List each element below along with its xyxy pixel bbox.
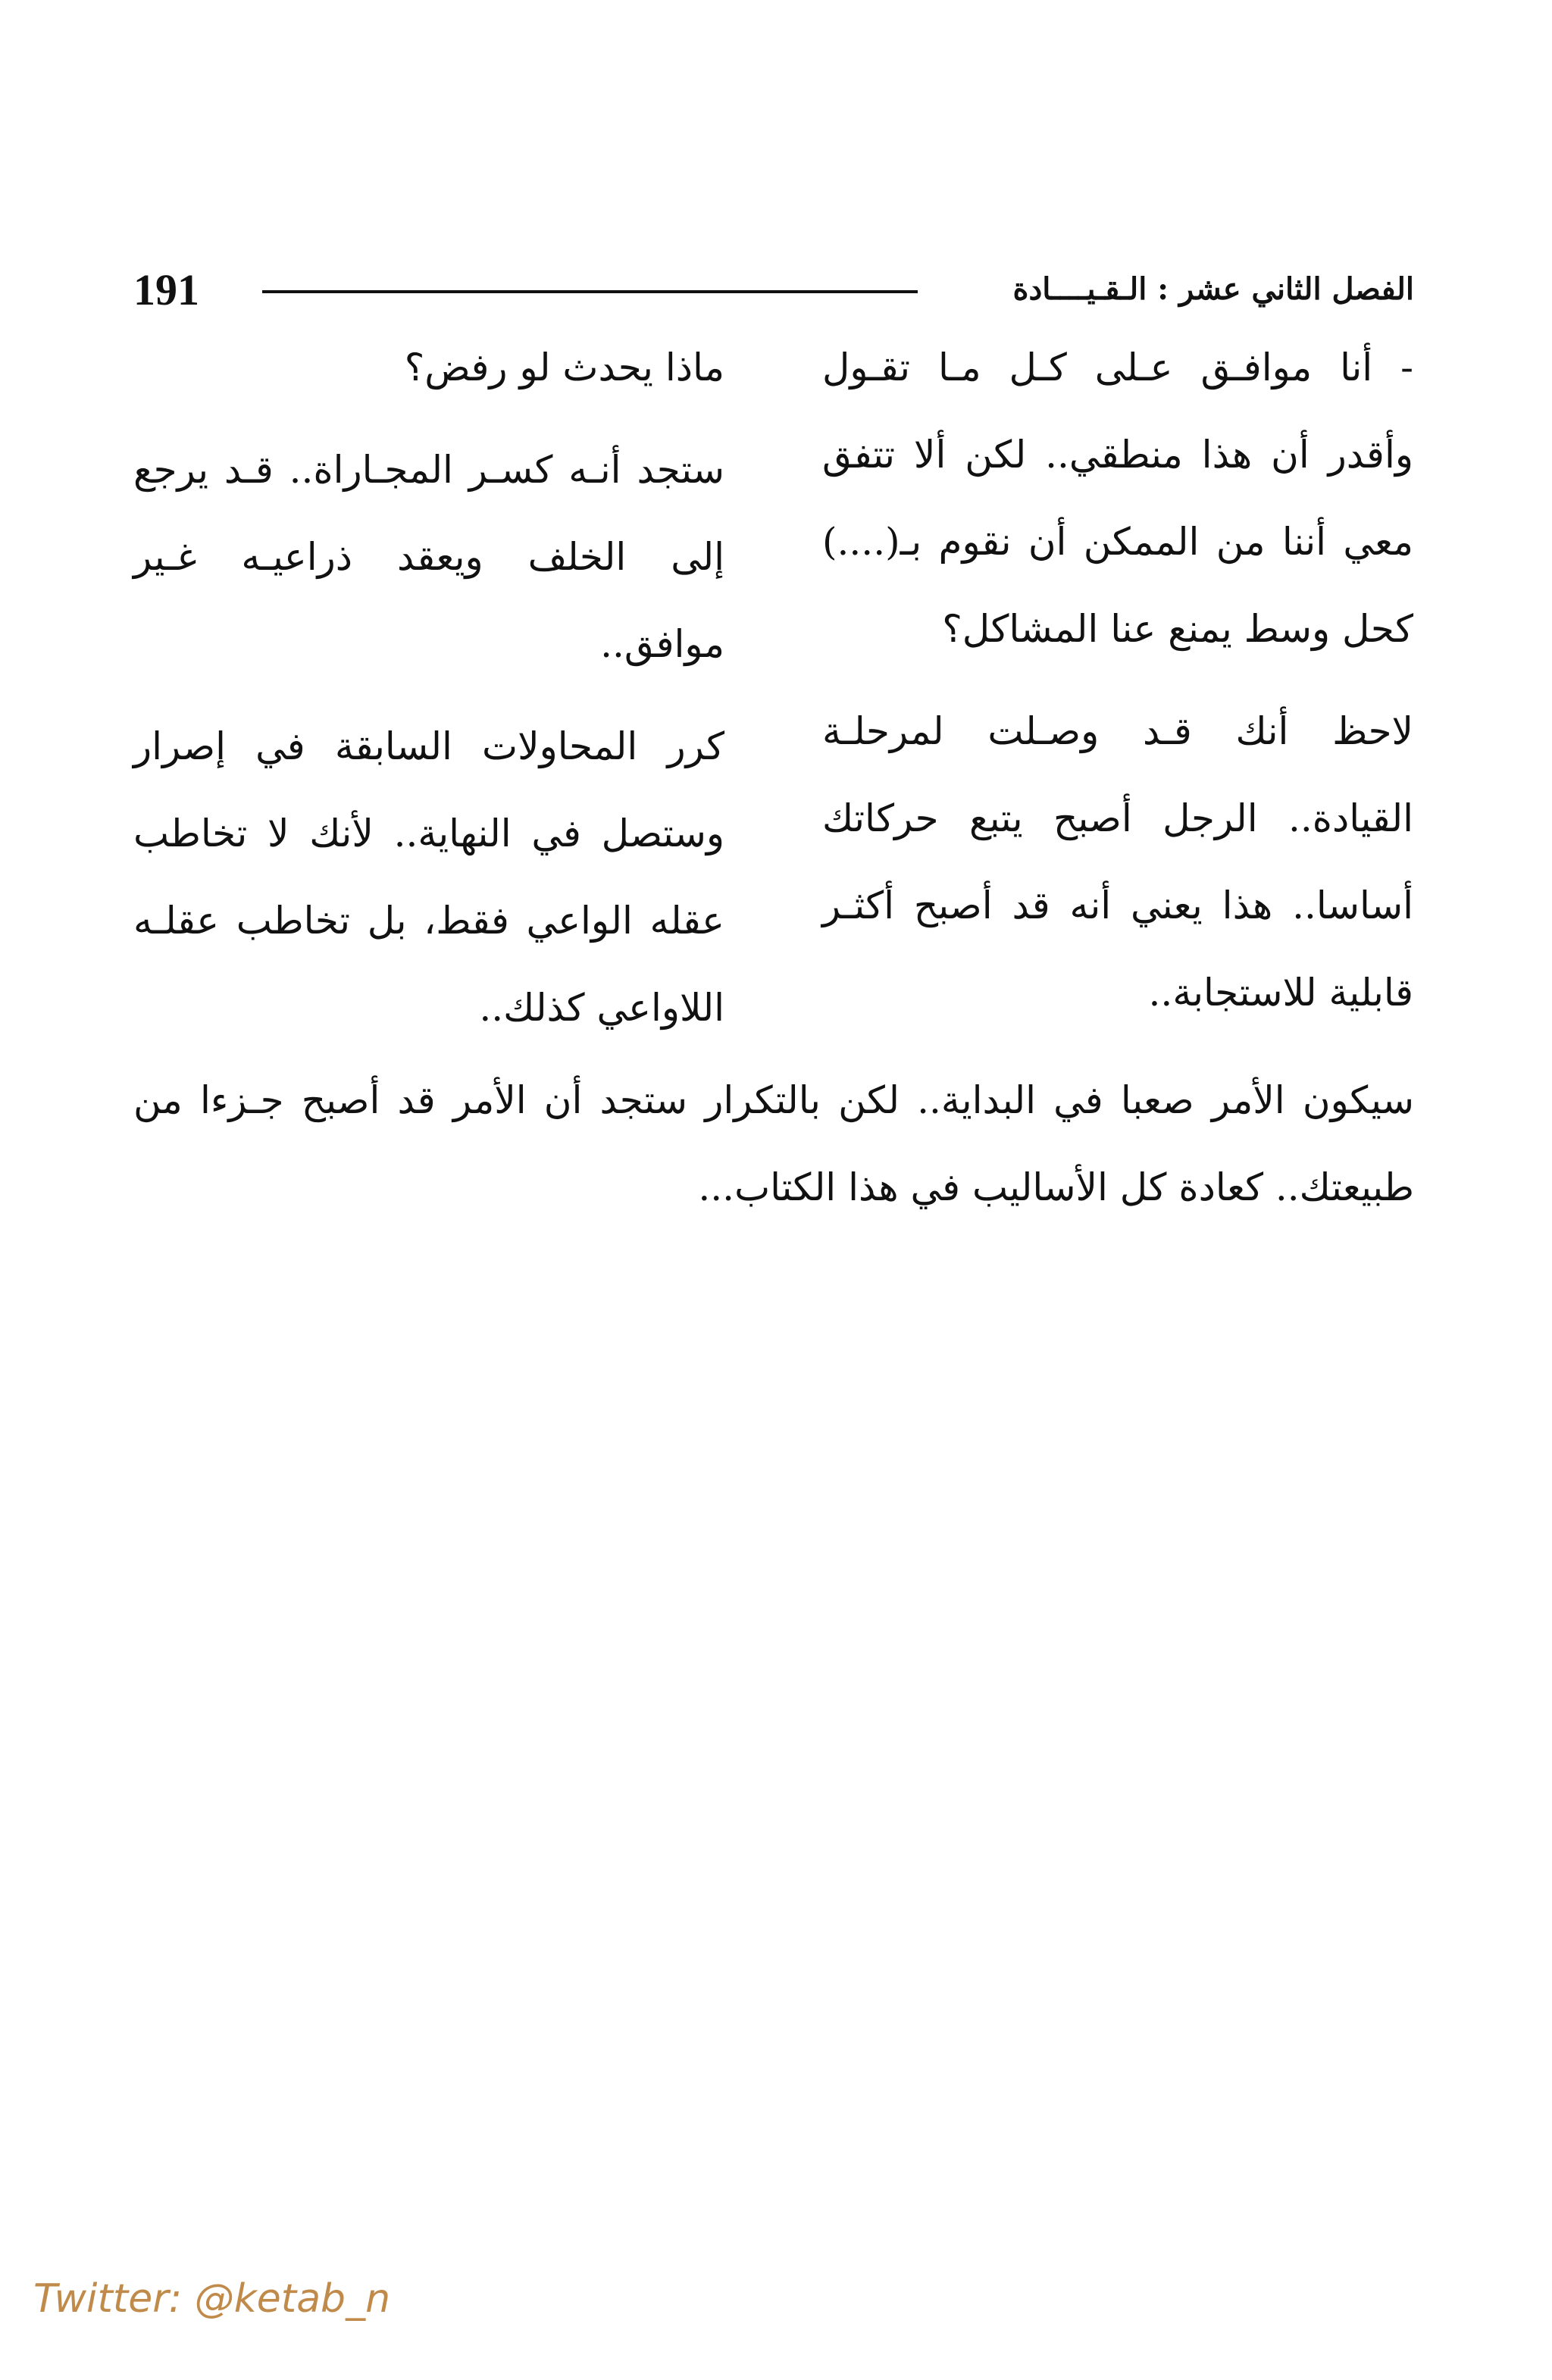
right-column xyxy=(822,324,1413,1052)
left-paragraph-question: ماذا يحدث لو رفض؟ xyxy=(404,346,724,389)
right-paragraph-1: - أنا موافـق عـلى كـل مـا تقـول وأقدر أن هذا منطقي.. لكن ألا تتفق معي أننا من الممكن أن نقوم بـ(....) كحل وسط يمنع عنا المشاكل؟ xyxy=(822,346,1413,651)
right-paragraph-2: لاحظ أنك قـد وصـلت لمرحلـة القيادة.. الرجل أصبح يتبع حركاتك أساسا.. هذا يعني أنه قد أصبح أكثـر قابلية للاستجابة.. xyxy=(822,709,1413,1015)
header-rule xyxy=(262,290,918,293)
running-head: الفصل الثاني عشر : الـقـيــــادة xyxy=(1012,271,1414,307)
twitter-watermark: Twitter: @ketab_n xyxy=(33,2276,391,2322)
page-header xyxy=(133,250,1414,318)
left-column xyxy=(133,324,724,1067)
left-paragraph-3: كرر المحاولات السابقة في إصرار وستصل في النهاية.. لأنك لا تخاطب عقله الواعي فقط، بل تخاطب عقلـه اللاواعي كذلك.. xyxy=(133,724,724,1030)
left-paragraph-2: ستجد أنـه كسـر المجـاراة.. قـد يرجع إلى الخلف ويعقد ذراعيـه غـير موافق.. xyxy=(133,448,724,666)
page-number: 191 xyxy=(133,265,199,314)
closing-paragraph: سيكون الأمر صعبا في البداية.. لكن بالتكرار ستجد أن الأمر قد أصبح جـزءا من طبيعتك.. كعادة كل الأساليب في هذا الكتاب... xyxy=(133,1078,1414,1209)
